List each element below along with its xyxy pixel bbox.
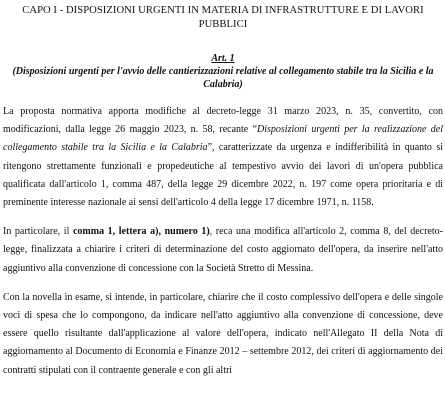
paragraph-2-reference: comma 1, lettera a), numero 1) <box>72 226 210 238</box>
paragraph-1-text-start: La proposta normativa apporta modifiche al decreto-legge 31 marzo 2023, n. 35, convertito, con modificazioni, dalla legge 26 maggio 2023, n. 58, recante “ <box>3 106 443 136</box>
article-heading: (Disposizioni urgenti per l'avvio delle cantierizzazioni relative al collegamento stabile tra la Sicilia e la Calabria) <box>12 66 434 90</box>
paragraph-2-text-start: In particolare, il <box>3 226 73 238</box>
document-page <box>0 4 445 410</box>
paragraph-2-text-end: , reca una modifica all'articolo 2, comma 8, del decreto-legge, finalizzata a chiarire i criteri di determinazione del costo aggiornato dell'opera, da inserire nell'atto aggiuntivo alla convenzione di concessione con la Società Stretto di Messina. <box>3 226 444 274</box>
article-header <box>3 52 443 91</box>
paragraph-1-text-end: ”, caratterizzate da urgenza e indifferibilità in quanto si ritengono strettamente funzionali e propedeutiche al tempestivo avvio dei lavori di un'opera pubblica qualificata dall'articolo 1, comma 487, della legge 29 dicembre 2022, n. 197 come opera prioritaria e di preminente interesse nazionale ai sensi dell'articolo 4 della legge 17 dicembre 1971, n. 1158. <box>3 142 443 209</box>
article-number: Art. 1 <box>211 53 235 64</box>
paragraph-2 <box>3 223 443 278</box>
paragraph-3: Con la novella in esame, si intende, in particolare, chiarire che il costo complessivo dell'opera e delle singole voci di spesa che lo compongono, da indicare nell'atto aggiuntivo alla convenzione di concessione, deve essere quello risultante dall'applicazione al valore dell'opera, indicato nell'Allegato II della Nota di aggiornamento al Documento di Economia e Finanze 2012 – settembre 2012, dei criteri di aggiornamento dei contratti stipulati con il contraente generale e con gli altri <box>3 291 443 376</box>
paragraph-1 <box>3 103 443 212</box>
chapter-title: CAPO I - DISPOSIZIONI URGENTI IN MATERIA DI INFRASTRUTTURE E DI LAVORI PUBBLICI <box>22 5 424 30</box>
paragraph-1-decree-title: Disposizioni urgenti per la realizzazione del collegamento stabile tra la Sicilia e la Calabria <box>3 124 443 154</box>
